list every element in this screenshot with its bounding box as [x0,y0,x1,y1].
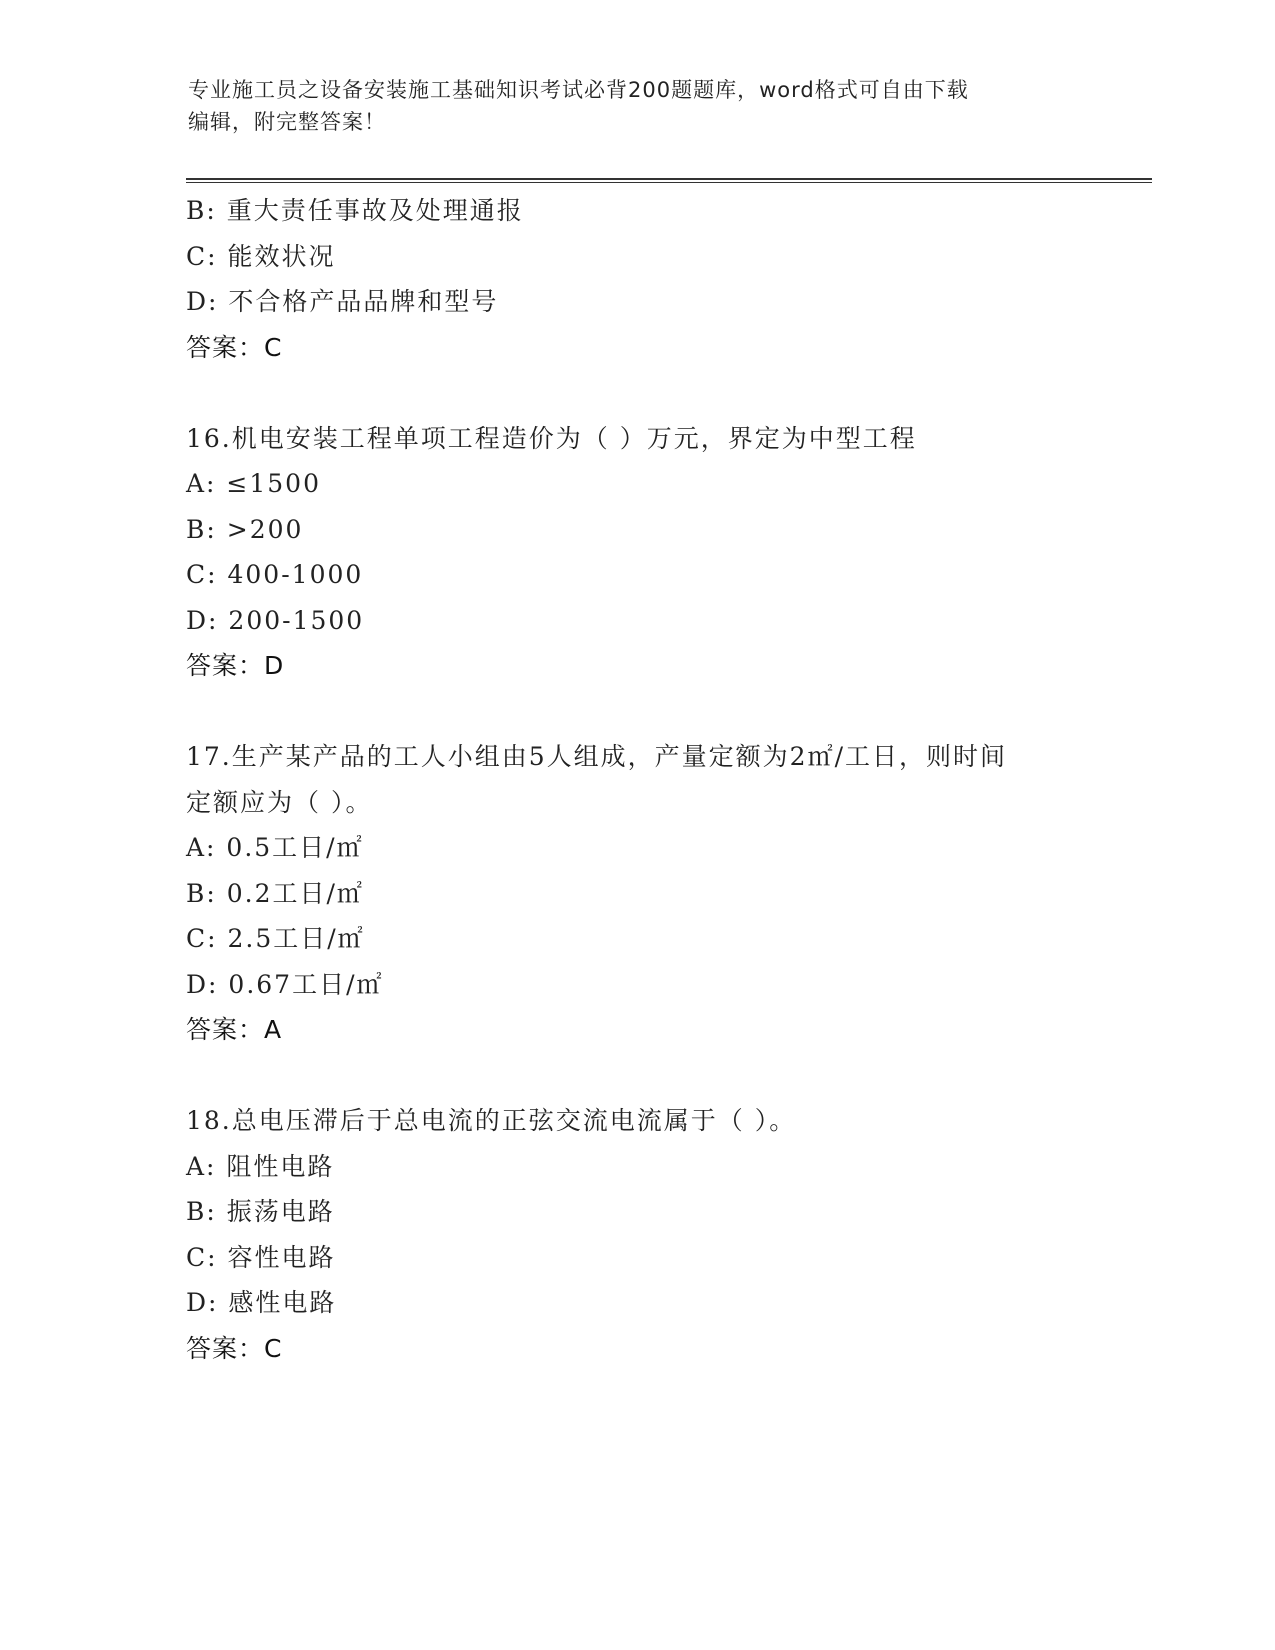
option-d: D: 200-1500 [186,605,365,635]
question-stem-line-2: 定额应为（ ）。 [186,787,373,817]
option-a: A: 0.5工日/㎡ [186,833,364,862]
spacer [186,1053,1152,1099]
option-b: B: >200 [186,514,304,544]
question-18 [186,1098,1152,1371]
answer-label: 答案：C [186,332,283,362]
header-divider [186,178,1152,183]
option-b: B: 振荡电路 [186,1197,335,1226]
page-header [188,74,1068,138]
question-16 [186,416,1152,689]
question-17 [186,734,1152,1053]
question-stem: 18.总电压滞后于总电流的正弦交流电流属于（ ）。 [186,1106,797,1135]
option-c: C: 2.5工日/㎡ [186,924,365,953]
option-d: D: 0.67工日/㎡ [186,969,384,999]
spacer [186,370,1152,416]
question-stem: 16.机电安装工程单项工程造价为（ ）万元，界定为中型工程 [186,423,917,453]
question-15-tail [186,188,1152,370]
answer-label: 答案：A [186,1015,283,1044]
option-d: D: 感性电路 [186,1288,337,1317]
header-title-line-2: 编辑，附完整答案！ [188,110,386,134]
question-content [186,188,1152,1371]
option-c: C: 容性电路 [186,1242,336,1272]
option-a: A: ≤1500 [186,469,321,498]
answer-label: 答案：D [186,651,285,680]
answer-label: 答案：C [186,1333,283,1363]
option-a: A: 阻性电路 [186,1151,335,1181]
option-d: D: 不合格产品品牌和型号 [186,287,499,316]
option-b: B: 重大责任事故及处理通报 [186,196,524,225]
spacer [186,689,1152,735]
option-b: B: 0.2工日/㎡ [186,878,364,908]
header-title-line-1: 专业施工员之设备安装施工基础知识考试必背200题题库，word格式可自由下载 [188,78,969,102]
question-stem-line-1: 17.生产某产品的工人小组由5人组成，产量定额为2㎡/工日，则时间 [186,742,1007,771]
option-c: C: 能效状况 [186,241,336,271]
option-c: C: 400-1000 [186,560,364,589]
